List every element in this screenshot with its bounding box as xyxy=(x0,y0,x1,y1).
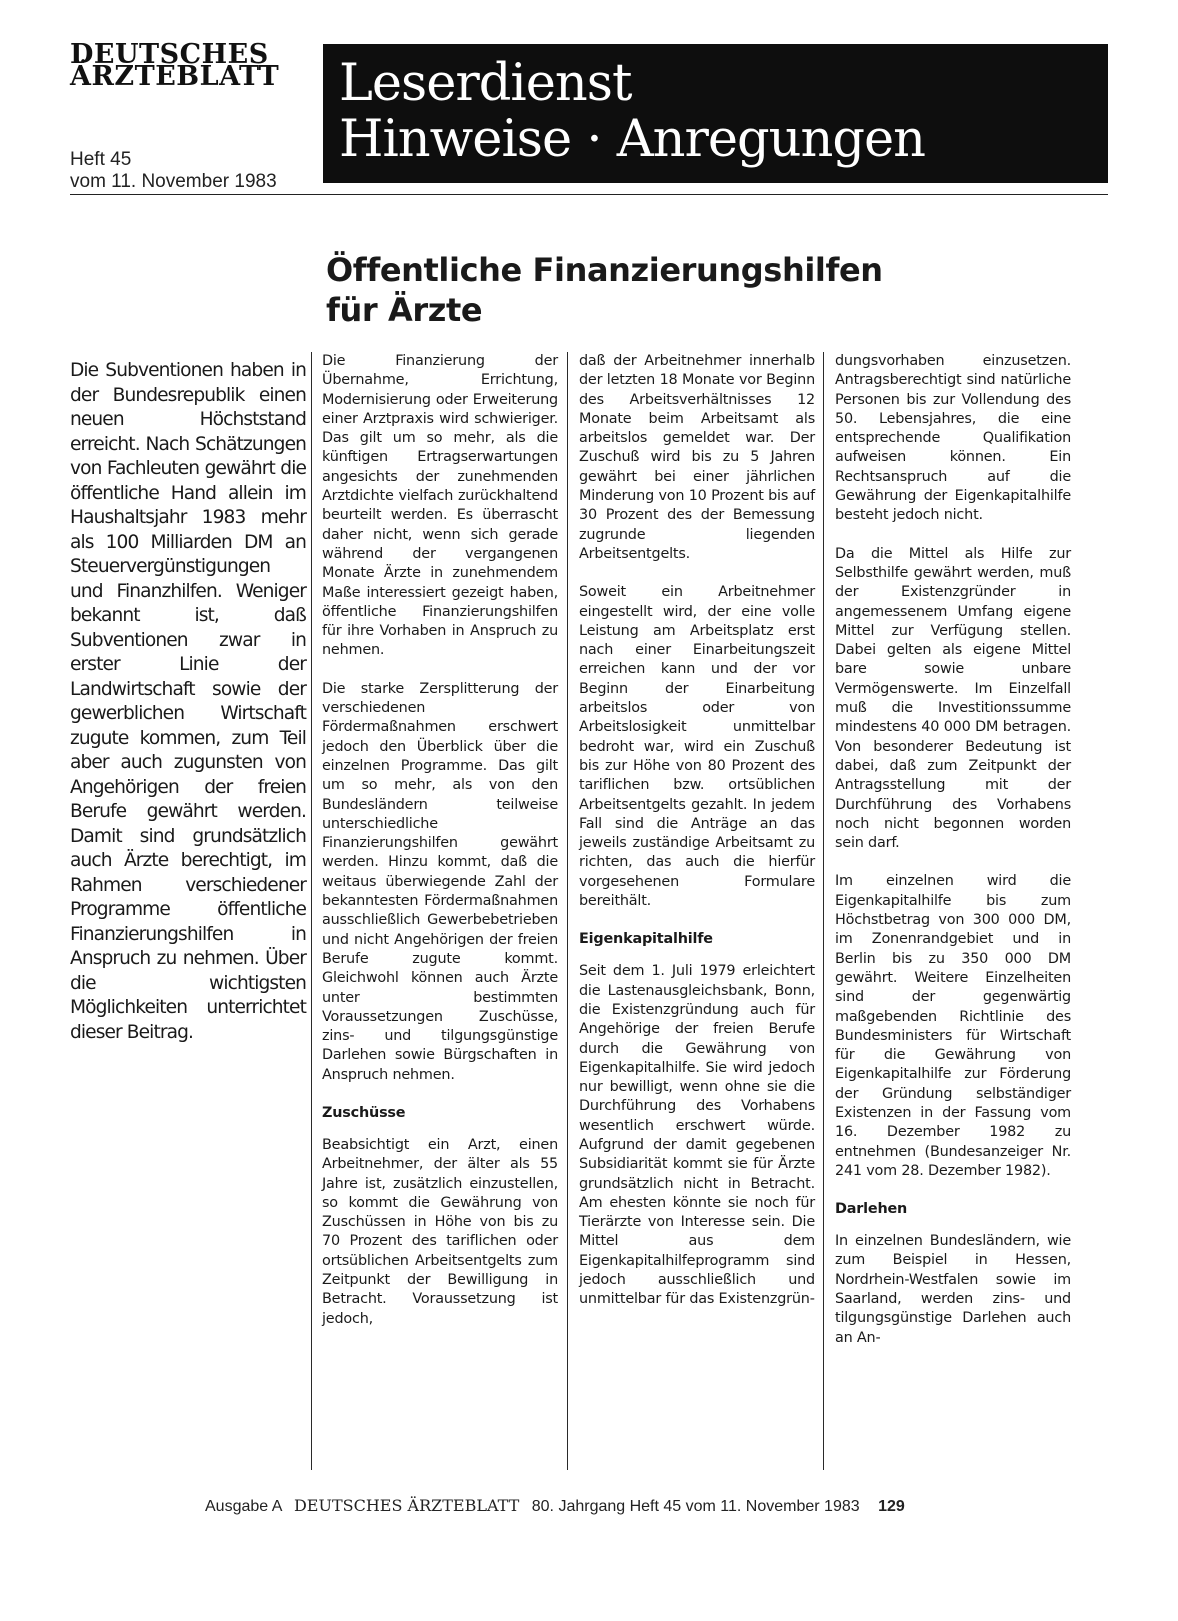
paragraph: Im einzelnen wird die Eigenkapitalhilfe bis zum Höchstbetrag von 300 000 DM, im Zonenrandgebiet und in Berlin bis zu 350 000 DM gewährt. Weitere Einzelheiten sind der gegenwärtig maßgebenden Richtlinie des Bundesministers für Wirtschaft für die Gewährung von Eigenkapitalhilfe zur Förderung der Gründung selbständiger Existenzen in der Fassung vom 16. Dezember 1982 zu entnehmen (Bundesanzeiger Nr. 241 vom 28. Dezember 1982). xyxy=(835,873,1071,1179)
article-title-line-2: für Ärzte xyxy=(326,291,483,329)
masthead-line-2: ÄRZTEBLATT xyxy=(70,61,280,92)
page-number: 129 xyxy=(878,1498,905,1515)
masthead-logo xyxy=(70,39,310,92)
banner-line-2: Hinweise · Anregungen xyxy=(339,110,926,169)
article-column-1 xyxy=(322,352,558,1470)
footer-edition: Ausgabe A xyxy=(205,1498,282,1515)
section-heading-eigenkapitalhilfe: Eigenkapitalhilfe xyxy=(579,931,713,948)
paragraph: Beabsichtigt ein Arzt, einen Arbeitnehmer, der älter als 55 Jahre ist, zusätzlich einzustellen, so kommt die Gewährung von Zuschüssen in Höhe von bis zu 70 Prozent des tariflichen oder ortsüblichen Arbeitsentgelts zum Zeitpunkt der Bewilligung in Betracht. Voraussetzung ist jedoch, xyxy=(322,1136,558,1327)
section-banner xyxy=(323,44,1108,183)
column-divider xyxy=(311,352,312,1470)
paragraph: dungsvorhaben einzusetzen. Antragsberechtigt sind natürliche Personen bis zur Vollendung des 50. Lebensjahres, die eine entsprechende Qualifikation aufweisen können. Ein Rechtsanspruch auf die Gewährung der Eigenkapitalhilfe besteht jedoch nicht. xyxy=(835,353,1071,524)
article-title xyxy=(326,250,1086,330)
paragraph: daß der Arbeitnehmer innerhalb der letzten 18 Monate vor Beginn des Arbeitsverhältnisses 12 Monate beim Arbeitsamt als arbeitslos gemeldet war. Der Zuschuß wird bis zu 5 Jahren gewährt bei einer jährlichen Minderung von 10 Prozent bis auf 30 Prozent des der Bemessung zugrunde liegenden Arbeitsentgelts. xyxy=(579,353,815,562)
article-column-2 xyxy=(579,352,815,1470)
section-heading-darlehen: Darlehen xyxy=(835,1201,908,1218)
issue-info xyxy=(70,149,277,193)
footer-brand: DEUTSCHES ÄRZTEBLATT xyxy=(293,1496,520,1515)
article-column-3 xyxy=(835,352,1071,1470)
article-title-line-1: Öffentliche Finanzierungshilfen xyxy=(326,251,883,289)
paragraph: Soweit ein Arbeitnehmer eingestellt wird, der eine volle Leistung am Arbeitsplatz erst nach einer Einarbeitungszeit erreichen kann und der vor Beginn der Einarbeitung arbeitslos oder von Arbeitslosigkeit unmittelbar bedroht war, wird ein Zuschuß bis zur Höhe von 80 Prozent des tariflichen bzw. ortsüblichen Arbeitsentgelts gezahlt. In jedem Fall sind die Anträge an das jeweils zuständige Arbeitsamt zu richten, das auch die hierfür vorgesehenen Formulare bereithält. xyxy=(579,584,815,910)
header-divider xyxy=(70,194,1108,195)
banner-line-1: Leserdienst xyxy=(339,54,632,113)
issue-number: Heft 45 xyxy=(70,149,132,170)
footer-volume: 80. Jahrgang Heft 45 vom 11. November 1983 xyxy=(531,1498,860,1515)
masthead-line-1: DEUTSCHES xyxy=(70,39,269,70)
paragraph: Die Finanzierung der Übernahme, Errichtung, Modernisierung oder Erweiterung einer Arztpraxis wird schwieriger. Das gilt um so mehr, als die künftigen Ertragserwartungen angesichts der zunehmenden Arztdichte vielfach zurückhaltend beurteilt werden. Es überrascht daher nicht, wenn sich gerade während der vergangenen Monate Ärzte in zunehmendem Maße interessiert gezeigt haben, öffentliche Finanzierungshilfen für ihre Vorhaben in Anspruch zu nehmen. xyxy=(322,353,558,659)
section-heading-zuschuesse: Zuschüsse xyxy=(322,1104,406,1121)
paragraph: Seit dem 1. Juli 1979 erleichtert die Lastenausgleichsbank, Bonn, die Existenzgründung auch für Angehörige der freien Berufe durch die Gewährung von Eigenkapitalhilfe. Sie wird jedoch nur bewilligt, wenn ohne sie die Durchführung des Vorhabens wesentlich erschwert würde. Aufgrund der damit gegebenen Subsidiarität kommt sie für Ärzte grundsätzlich nicht in Betracht. Am ehesten könnte sie noch für Tierärzte von Interesse sein. Die Mittel aus dem Eigenkapitalhilfeprogramm sind jedoch ausschließlich und unmittelbar für das Existenzgrün- xyxy=(579,963,815,1308)
column-divider xyxy=(823,352,824,1470)
paragraph: Die starke Zersplitterung der verschiedenen Fördermaßnahmen erschwert jedoch den Überblick über die einzelnen Programme. Das gilt um so mehr, als von den Bundesländern teilweise unterschiedliche Finanzierungshilfen gewährt werden. Hinzu kommt, daß die weitaus überwiegende Zahl der bekanntesten Fördermaßnahmen ausschließlich Gewerbebetrieben und nicht Angehörigen der freien Berufe zugute kommt. Gleichwohl können auch Ärzte unter bestimmten Voraussetzungen Zuschüsse, zins- und tilgungsgünstige Darlehen sowie Bürgschaften in Anspruch nehmen. xyxy=(322,680,558,1083)
column-divider xyxy=(567,352,568,1470)
paragraph: Da die Mittel als Hilfe zur Selbsthilfe gewährt werden, muß der Existenzgründer in angemessenem Umfang eigene Mittel zur Verfügung stellen. Dabei gelten als eigene Mittel bare sowie unbare Vermögenswerte. Im Einzelfall muß die Investitionssumme mindestens 40 000 DM betragen. Von besonderer Bedeutung ist dabei, daß zum Zeitpunkt der Antragsstellung mit der Durchführung des Vorhabens noch nicht begonnen worden sein darf. xyxy=(835,545,1071,852)
page-footer xyxy=(205,1496,1125,1516)
article-intro: Die Subventionen haben in der Bundesrepublik einen neuen Höchststand erreicht. Nach Schätzungen von Fachleuten gewährt die öffentliche Hand allein im Haushaltsjahr 1983 mehr als 100 Milliarden DM an Steuervergünstigungen und Finanzhilfen. Weniger bekannt ist, daß Subventionen zwar in erster Linie der Landwirtschaft sowie der gewerblichen Wirtschaft zugute kommen, zum Teil aber auch zugunsten von Angehörigen der freien Berufe gewährt werden. Damit sind grundsätzlich auch Ärzte berechtigt, im Rahmen verschiedener Programme öffentliche Finanzierungshilfen in Anspruch zu nehmen. Über die wichtigsten Möglichkeiten unterrichtet dieser Beitrag. xyxy=(70,360,306,1043)
issue-date: vom 11. November 1983 xyxy=(70,171,277,192)
paragraph: In einzelnen Bundesländern, wie zum Beispiel in Hessen, Nordrhein-Westfalen sowie im Saarland, werden zins- und tilgungsgünstige Darlehen auch an An- xyxy=(835,1233,1071,1346)
